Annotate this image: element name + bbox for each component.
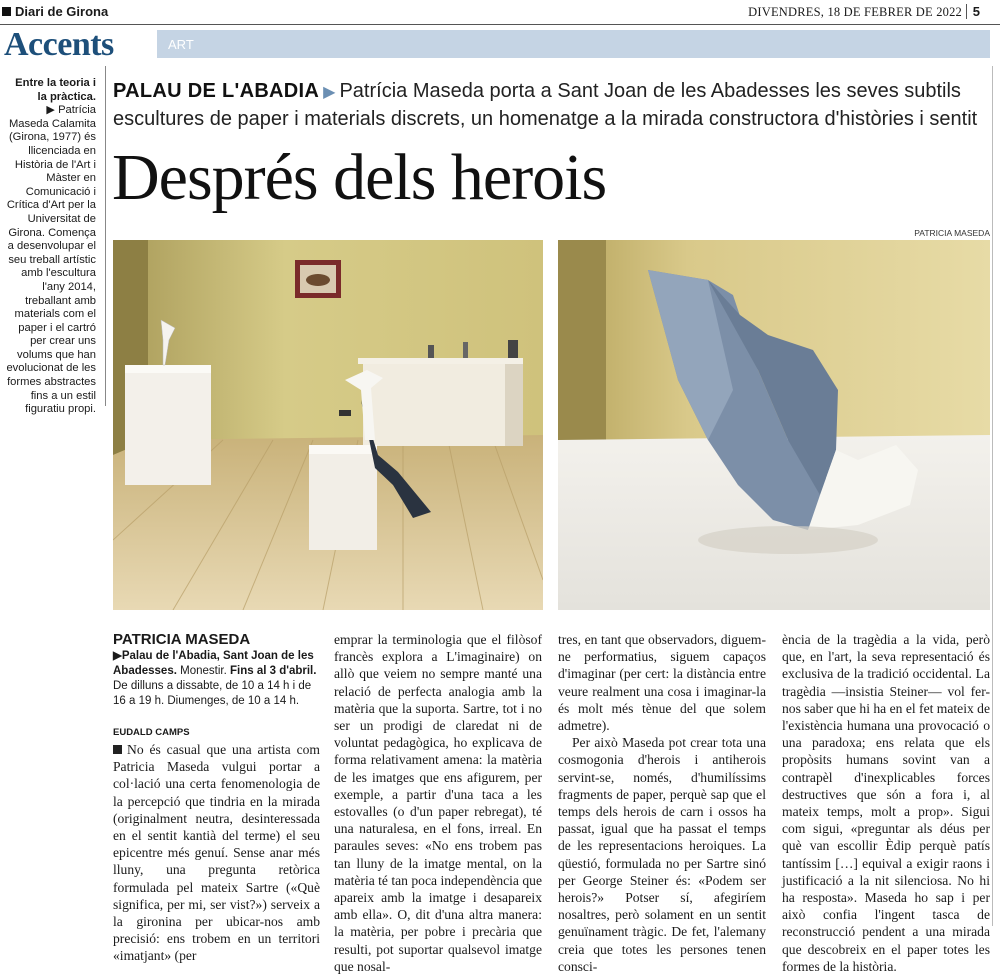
- section-band: [157, 30, 990, 58]
- headline: Després dels herois: [112, 141, 607, 214]
- section-label: ART: [168, 37, 194, 52]
- column-1-text: No és casual que una artista com Patricia Maseda vulgui portar a col·lació una certa fenomenologia de la percepció que tindria en la mirada (originalment neutra, desinteressada en el sentit kantià del terme) el seu epicentre més genuí. Sense anar més lluny, una pregunta retòrica formulada pel mateix Sartre («Què significa, per mi, ser vist?») serveix a la gironina per ubicar-nos amb precisió: ens trobem en un territori «imatjant» (per: [113, 742, 320, 964]
- square-icon: [2, 7, 11, 16]
- sculpture-photo-image: [558, 240, 990, 610]
- venue: ▶Palau de l'Abadia, Sant Joan de les Abadesses.: [113, 650, 314, 677]
- triangle-right-icon: ▶: [323, 84, 336, 101]
- end-date: Fins al 3 d'abril.: [230, 665, 317, 677]
- venue-type: Monestir.: [176, 665, 230, 677]
- newspaper-brand: [2, 4, 108, 19]
- gallery-photo: [113, 240, 543, 610]
- issue-date: DIVENDRES, 18 DE FEBRER DE 2022: [748, 5, 962, 19]
- deck-text: Patrícia Maseda porta a Sant Joan de les Abadesses les seves subtils escultures de paper i materials discrets, un homenatge a la mirada constructora d'històries i sentit: [113, 80, 978, 130]
- column-3-text-b: Per això Maseda pot crear tota una cosmogonia d'herois i antiherois servint-se, només, d'humilíssims fragments de paper, perquè sap que el temps dels herois de carn i ossos ha passat, igual que ha passat el temps de les representacions heroiques. La qüestió, formulada no per Sartre sinó per George Steiner és: «Podem ser herois?» Potser sí, afegiríem nosaltres, però solament en un sentit genuïnament tràgic. De fet, l'alemany creia que totes les persones tenen consci-: [558, 735, 766, 974]
- article-deck: [113, 78, 983, 132]
- column-3-text-a: tres, en tant que observadors, diguem-ne performatius, siguem capaços d'imaginar (per cert: la distància entre veure realment una cosa i imaginar-la és molt més tènue del que solem admetre).: [558, 632, 766, 734]
- exhibition-details: [113, 649, 320, 709]
- body-column-1: [113, 741, 320, 965]
- sidebar-heading: Entre la teoria i la pràctica.: [15, 77, 96, 103]
- right-rule: [992, 66, 993, 926]
- square-icon: [113, 745, 122, 754]
- brand-name: Diari de Girona: [15, 4, 109, 19]
- sculpture-photo: [558, 240, 990, 610]
- page-number: 5: [966, 4, 980, 19]
- photo-credit: PATRICIA MASEDA: [914, 228, 990, 238]
- section-title: Accents: [4, 26, 114, 63]
- opening-hours: De dilluns a dissabte, de 10 a 14 h i de 16 a 19 h. Diumenges, de 10 a 14 h.: [113, 680, 312, 707]
- body-column-4: [782, 631, 990, 975]
- column-4-text: ència de la tragèdia a la vida, però que, en l'art, la seva representació és exclusiva de la tradició occidental. La tragèdia —insistia Steiner— vol fer-nos saber que hi ha en el fet mateix de l'existència humana una provocació o una paradoxa; ens relata que els propòsits humans sovint van a contrapèl d'inexplicables forces destructives que són a fora i, al mateix temps, molt a prop». Sigui com sigui, «preguntar als déus per què van escollir Èdip perquè patís tantíssim […] equival a exigir raons i justificació a la nit silenciosa. No hi ha resposta». Maseda ho sap i per això confia l'ingent tasca de reconstrucció pendent a una mirada que descobreix en el paper totes les formes de la història.: [782, 632, 990, 974]
- artist-name: PATRICIA MASEDA: [113, 631, 251, 648]
- byline: EUDALD CAMPS: [113, 727, 190, 738]
- sidebar-bio: [4, 77, 96, 417]
- body-column-2: [334, 631, 542, 975]
- column-2-text: emprar la terminologia que el filòsof francès explora a L'imaginaire) on allò que veiem no sempre manté una relació de perfecta analogia amb la matèria que la suporta. Sartre, tot i no ser un prodigi de claredat ni de voluntat pedagògica, ho explicava de forma relativament amena: la matèria de les imatges que ens afigurem, per exemple, a partir d'una taca a les estovalles (o d'un paper rebregat), té una naturalesa, en el fons, irreal. En paraules seves: «No ens trobem pas tan lluny de la imatge mental, on la matèria té tan poca independència que apareix amb la imatge i desapareix amb ella». O, dit d'una altra manera: la matèria, per pobre i precària que resulti, pot suportar qualsevol imatge que nosal-: [334, 632, 542, 974]
- kicker-label: PALAU DE L'ABADIA: [113, 80, 320, 102]
- sidebar-text: ▶ Patrícia Maseda Calamita (Girona, 1977) és llicenciada en Història de l'Art i Màster en Comunicació i Crítica d'Art per la Universitat de Girona. Comença a desenvolupar el seu treball artístic amb l'escultura l'any 2014, treballant amb materials com el paper i el cartró per crear uns volums que han evolucionat de les formes abstractes fins a un estil figuratiu propi.: [6, 104, 96, 416]
- exhibition-info: [113, 632, 320, 709]
- gallery-photo-image: [113, 240, 543, 610]
- sidebar-divider: [105, 66, 106, 406]
- body-column-3: [558, 631, 766, 975]
